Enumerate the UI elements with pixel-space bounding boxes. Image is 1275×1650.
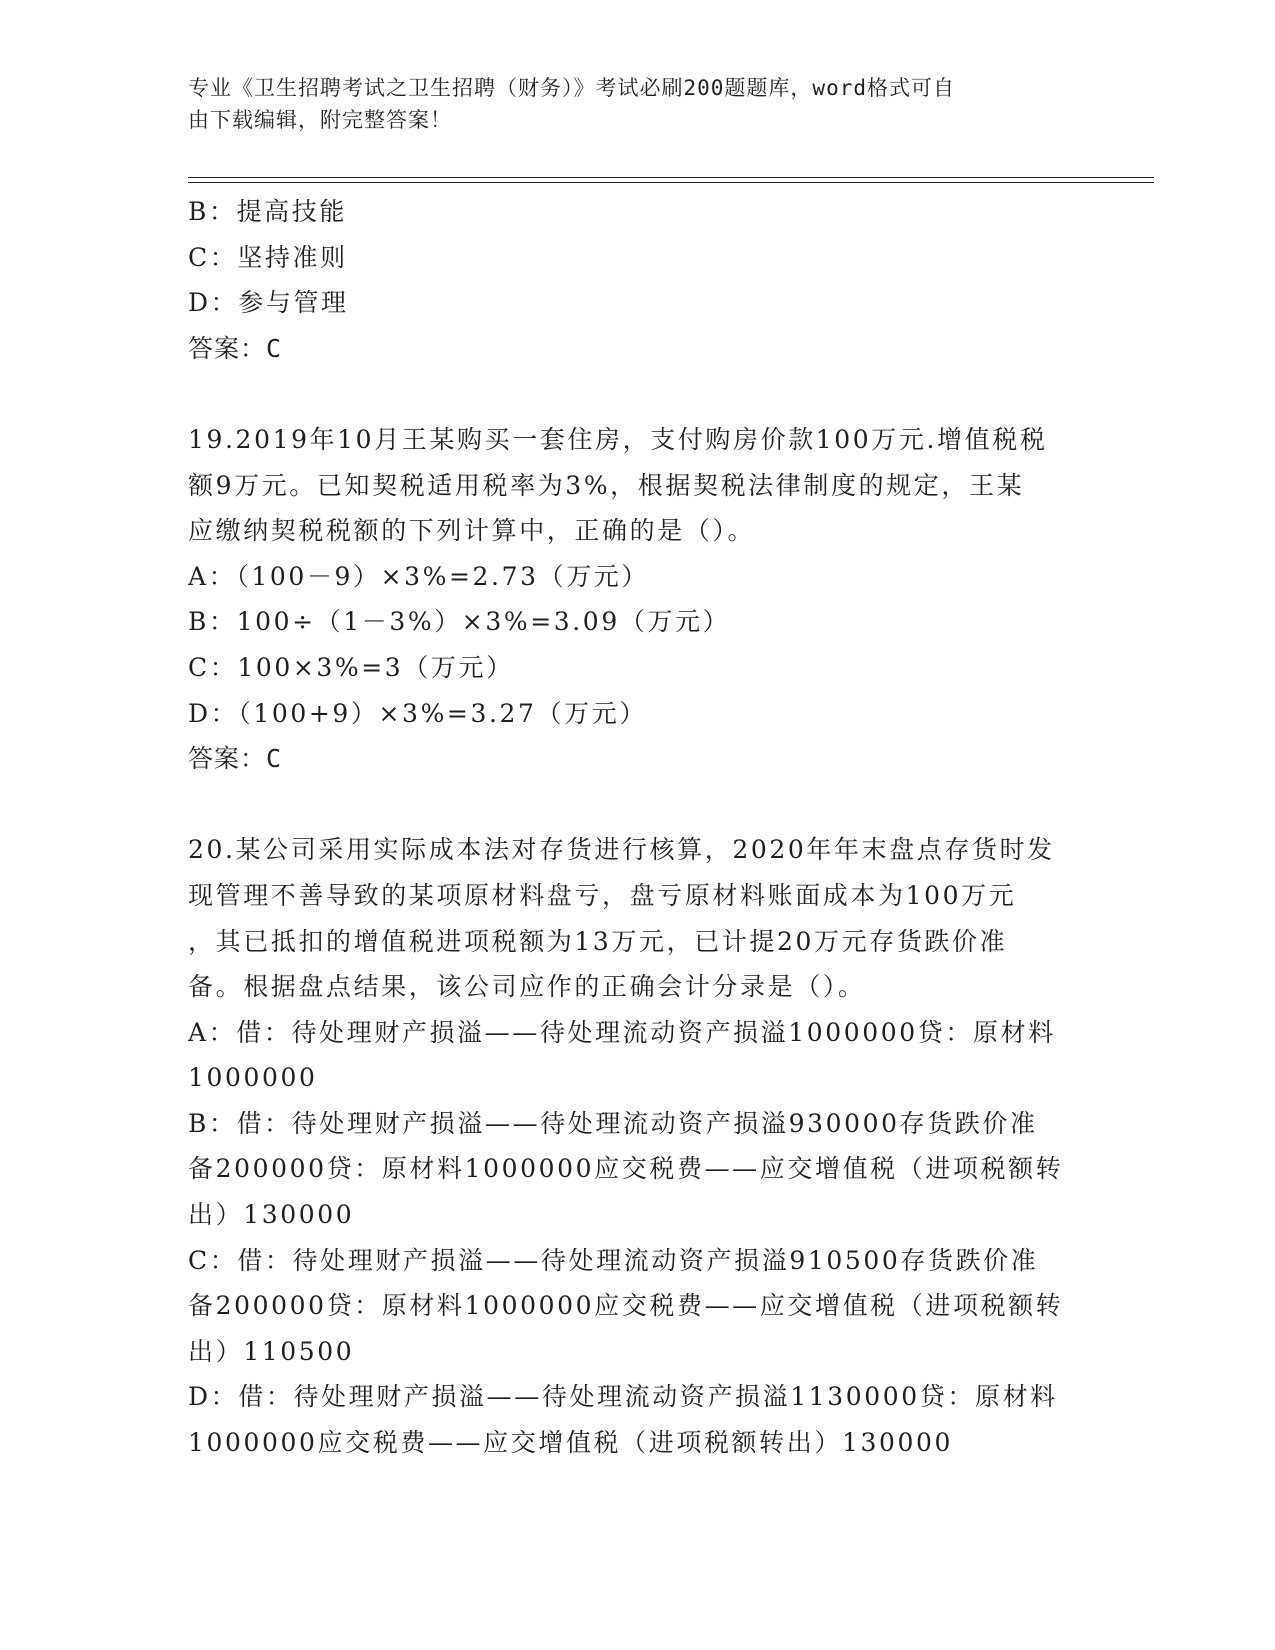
q19-answer: 答案：C	[188, 744, 283, 774]
q20-option-c-line: 备200000贷：原材料1000000应交税费——应交增值税（进项税额转	[188, 1291, 1064, 1321]
header-divider-bottom	[188, 182, 1154, 183]
question-19	[188, 417, 1088, 782]
question-18-tail	[188, 189, 1088, 371]
q20-option-a-line: A：借：待处理财产损溢——待处理流动资产损溢1000000贷：原材料	[188, 1017, 1056, 1047]
q19-option-a: A：（100－9）×3%=2.73（万元）	[188, 561, 649, 591]
page-header	[188, 72, 1068, 136]
q18-option-c: C：坚持准则	[188, 242, 348, 272]
q20-option-b-line: B：借：待处理财产损溢——待处理流动资产损溢930000存货跌价准	[188, 1108, 1038, 1138]
q20-stem-line: ，其已抵扣的增值税进项税额为13万元，已计提20万元存货跌价准	[188, 926, 1008, 956]
q19-option-b: B：100÷（1－3%）×3%=3.09（万元）	[188, 607, 731, 637]
header-line-1: 专业《卫生招聘考试之卫生招聘（财务）》考试必刷200题题库，word格式可自	[188, 76, 955, 100]
document-body	[188, 189, 1088, 1466]
q20-option-a-line: 1000000	[188, 1063, 318, 1093]
spacer	[188, 782, 1088, 828]
q20-option-c-line: C：借：待处理财产损溢——待处理流动资产损溢910500存货跌价准	[188, 1245, 1039, 1275]
q20-option-b-line: 出）130000	[188, 1200, 355, 1230]
q20-option-d-line: D：借：待处理财产损溢——待处理流动资产损溢1130000贷：原材料	[188, 1382, 1058, 1412]
q19-option-d: D：（100+9）×3%=3.27（万元）	[188, 698, 647, 728]
question-20	[188, 827, 1088, 1465]
q18-answer: 答案：C	[188, 333, 283, 363]
q19-stem-line: 应缴纳契税税额的下列计算中，正确的是（）。	[188, 516, 756, 546]
q20-stem-line: 现管理不善导致的某项原材料盘亏，盘亏原材料账面成本为100万元	[188, 880, 1017, 910]
q20-stem-line: 备。根据盘点结果，该公司应作的正确会计分录是（）。	[188, 972, 866, 1002]
spacer	[188, 371, 1088, 417]
header-divider-top	[188, 177, 1154, 178]
q19-stem-line: 额9万元。已知契税适用税率为3%，根据契税法律制度的规定，王某	[188, 470, 1025, 500]
q20-option-c-line: 出）110500	[188, 1336, 355, 1366]
q19-stem-line: 19.2019年10月王某购买一套住房，支付购房价款100万元.增值税税	[188, 424, 1048, 454]
q19-option-c: C：100×3%=3（万元）	[188, 652, 514, 682]
q20-stem-line: 20.某公司采用实际成本法对存货进行核算，2020年年末盘点存货时发	[188, 835, 1055, 865]
header-line-2: 由下载编辑，附完整答案！	[188, 108, 452, 132]
q20-option-b-line: 备200000贷：原材料1000000应交税费——应交增值税（进项税额转	[188, 1154, 1064, 1184]
q18-option-d: D：参与管理	[188, 288, 349, 318]
q20-option-d-line: 1000000应交税费——应交增值税（进项税额转出）130000	[188, 1428, 953, 1458]
q18-option-b: B：提高技能	[188, 197, 347, 226]
